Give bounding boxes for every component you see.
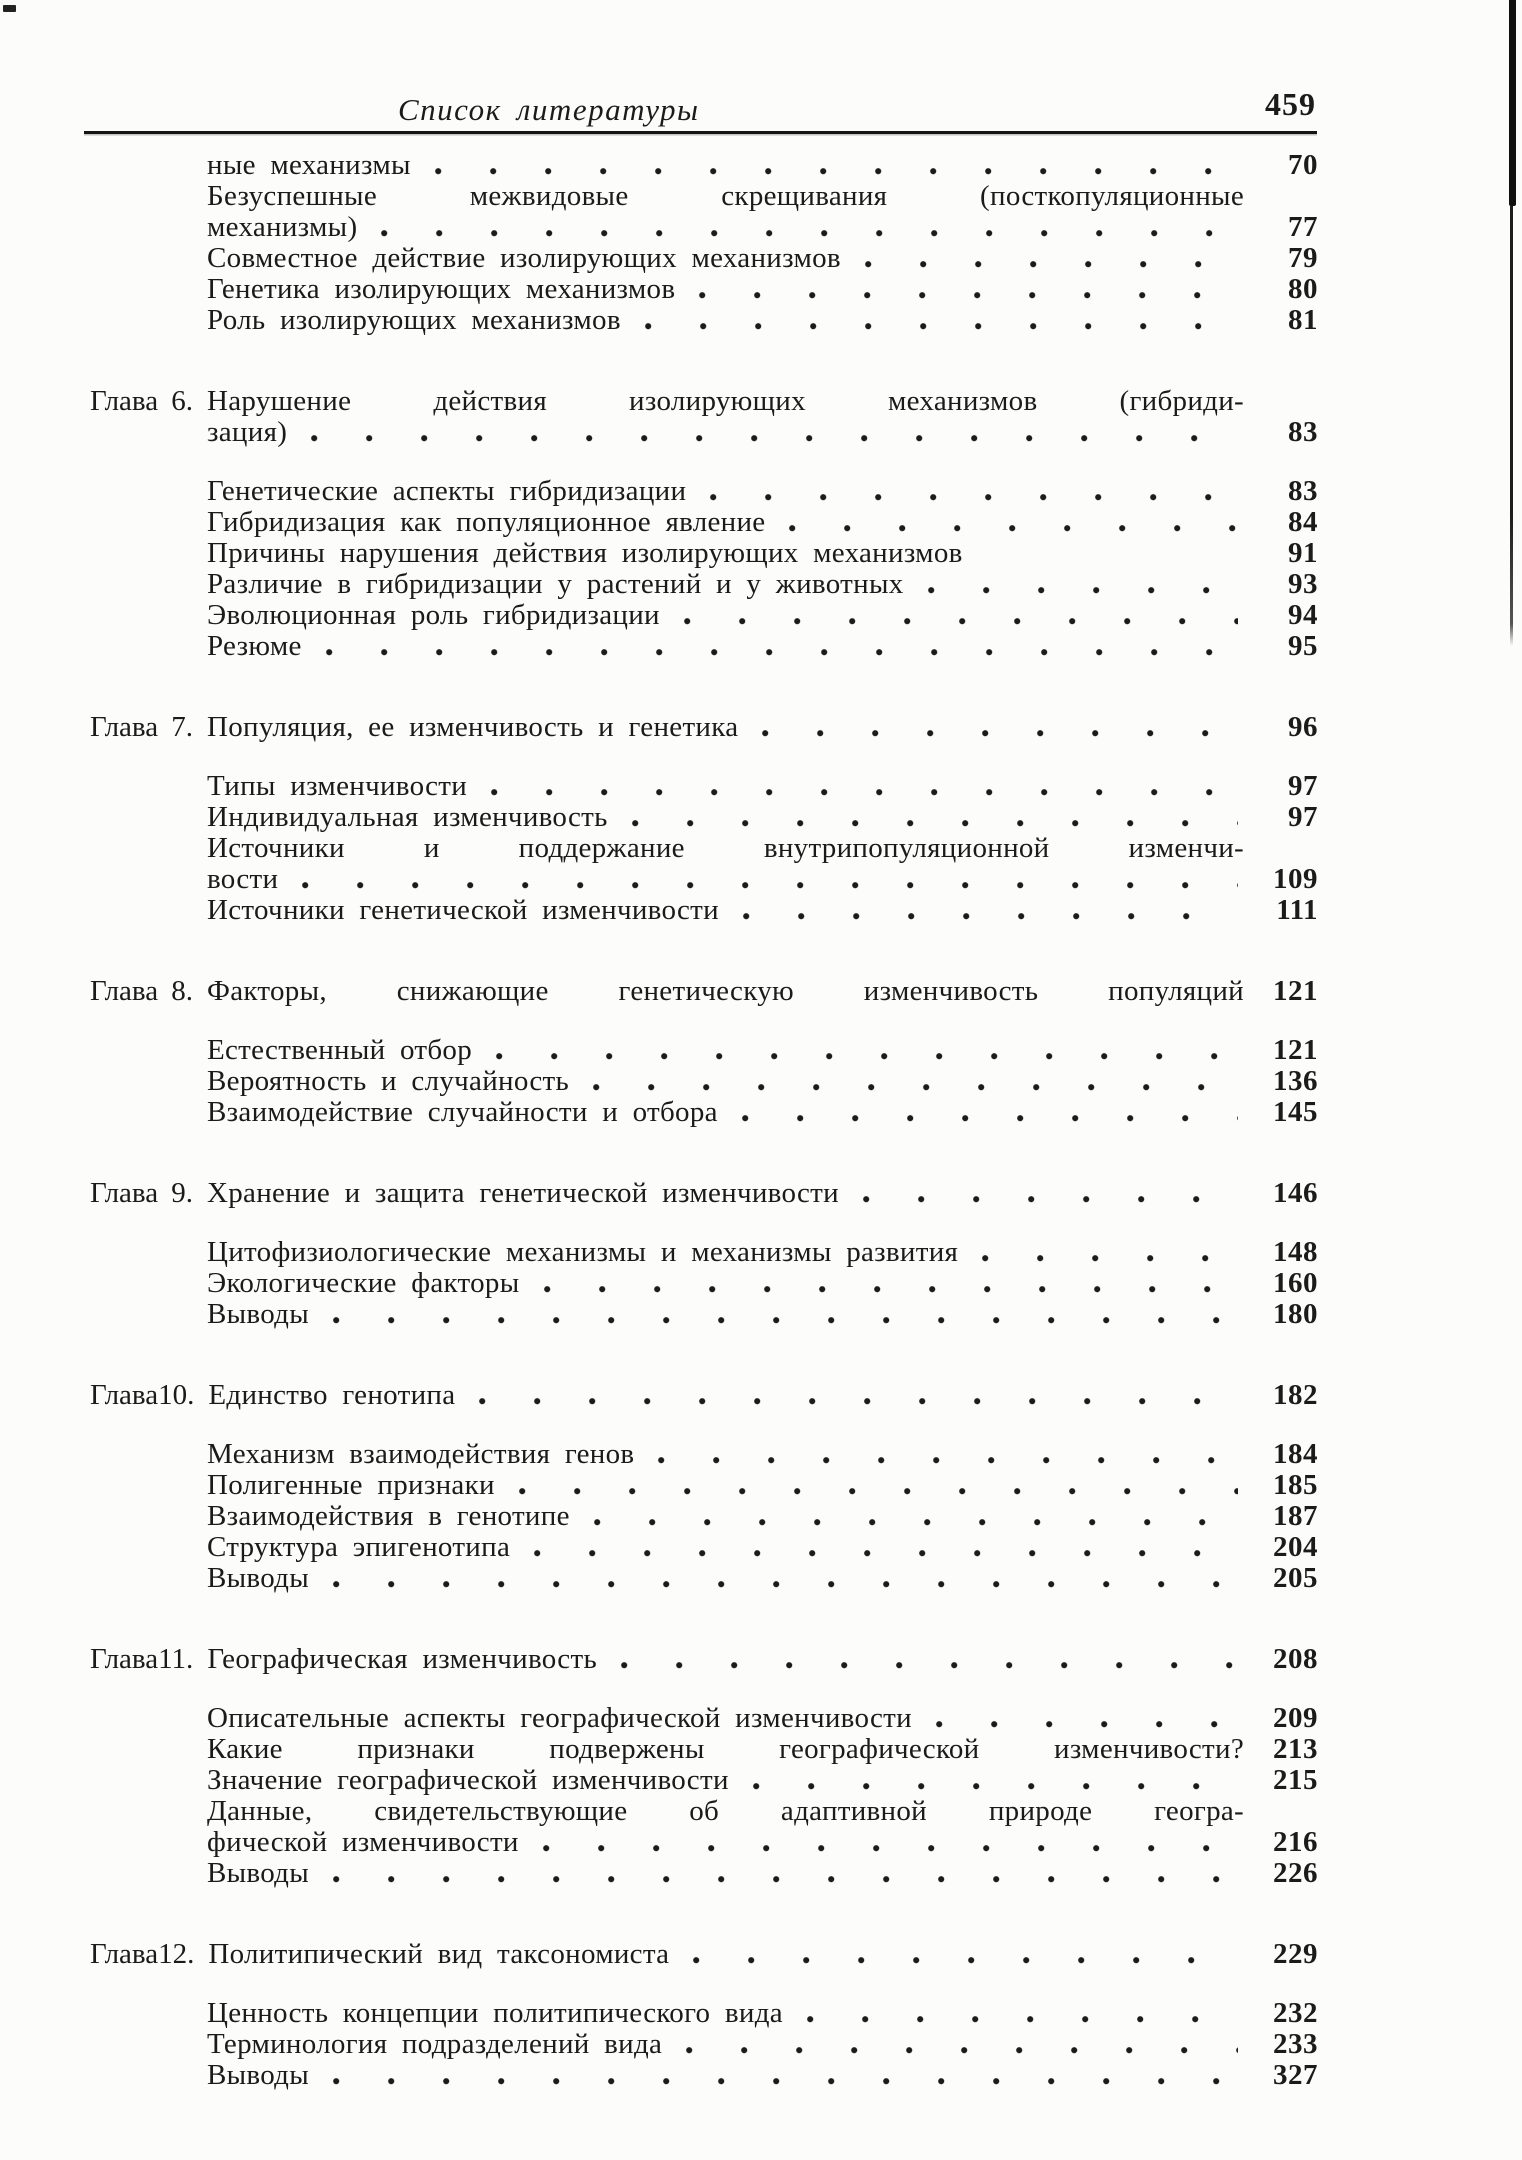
dot-leader	[622, 820, 1238, 827]
toc-row	[90, 833, 1318, 864]
dot-leader	[733, 913, 1238, 920]
toc-row	[90, 386, 1318, 417]
entry-page-number: 95	[1288, 630, 1318, 662]
entry-page-number	[1244, 833, 1318, 864]
toc-row	[90, 1439, 1318, 1470]
toc-row	[90, 1299, 1318, 1330]
entry-title: Типы изменчивости	[207, 770, 468, 802]
chapter-label	[90, 1035, 207, 1066]
entry-title: механизмы)	[207, 211, 358, 243]
entry-page-number: 136	[1273, 1065, 1318, 1097]
dot-leader	[732, 1115, 1238, 1122]
toc-row	[90, 1380, 1318, 1411]
entry-title: Взаимодействие случайности и отбора	[207, 1096, 718, 1128]
chapter-label	[90, 386, 207, 417]
toc-row	[90, 802, 1318, 833]
dot-leader	[323, 1317, 1238, 1324]
dot-leader	[648, 1457, 1238, 1464]
chapter-word: Глава	[90, 1643, 159, 1675]
entry-title: Эволюционная роль гибридизации	[207, 599, 660, 631]
toc-row	[90, 476, 1318, 507]
scan-edge-line	[1509, 0, 1516, 206]
chapter-label	[90, 1178, 207, 1209]
entry-title: Структура эпигенотипа	[207, 1531, 511, 1563]
toc-row	[90, 274, 1318, 305]
toc-row	[90, 600, 1318, 631]
entry-page-number	[1244, 386, 1318, 417]
dot-leader	[425, 168, 1238, 175]
chapter-label	[90, 1439, 207, 1470]
dot-leader	[918, 587, 1238, 594]
dot-leader	[635, 323, 1238, 330]
chapter-label	[90, 1734, 207, 1765]
entry-title: Безуспешные межвидовые скрещивания (посткопуляционные	[207, 180, 1244, 212]
toc-row	[90, 1998, 1318, 2029]
entry-title: Совместное действие изолирующих механизмов	[207, 242, 841, 274]
chapter-label	[90, 569, 207, 600]
toc-row	[90, 771, 1318, 802]
chapter-label	[90, 802, 207, 833]
entry-page-number: 180	[1273, 1298, 1318, 1330]
entry-title: Факторы, снижающие генетическую изменчивость популяций	[207, 975, 1244, 1007]
chapter-label	[90, 864, 207, 895]
entry-page-number: 146	[1273, 1177, 1318, 1209]
entry-title: Какие признаки подвержены географической изменчивости?	[207, 1733, 1244, 1765]
entry-page-number: 233	[1273, 2028, 1318, 2060]
chapter-word: Глава	[90, 385, 159, 417]
dot-leader	[292, 882, 1238, 889]
entry-page-number: 145	[1273, 1096, 1318, 1128]
dot-leader	[926, 1721, 1238, 1728]
toc-row	[90, 243, 1318, 274]
dot-leader	[853, 1196, 1238, 1203]
toc-row	[90, 1703, 1318, 1734]
entry-page-number: 205	[1273, 1562, 1318, 1594]
toc-row	[90, 569, 1318, 600]
chapter-label	[90, 417, 207, 448]
chapter-label	[90, 507, 207, 538]
entry-title: Различие в гибридизации у растений и у животных	[207, 568, 904, 600]
dot-leader	[977, 556, 1238, 563]
chapter-label	[90, 1066, 207, 1097]
chapter-word: Глава	[90, 975, 159, 1007]
dot-leader	[611, 1662, 1238, 1669]
toc-row	[90, 1796, 1318, 1827]
entry-page-number: 209	[1273, 1702, 1318, 1734]
entry-title: Хранение и защита генетической изменчивости	[207, 1177, 839, 1209]
entry-title: Ценность концепции политипического вида	[207, 1997, 783, 2029]
toc-row	[90, 1470, 1318, 1501]
entry-page-number: 204	[1273, 1531, 1318, 1563]
chapter-label	[90, 243, 207, 274]
toc-row	[90, 1532, 1318, 1563]
dot-leader	[371, 230, 1238, 237]
dot-leader	[689, 292, 1238, 299]
chapter-number: 9.	[171, 1177, 193, 1209]
chapter-label	[90, 771, 207, 802]
entry-page-number: 91	[1288, 537, 1318, 569]
dot-leader	[700, 494, 1238, 501]
entry-page-number: 182	[1273, 1379, 1318, 1411]
chapter-word: Глава	[90, 1379, 159, 1411]
toc-row	[90, 1268, 1318, 1299]
entry-title: Резюме	[207, 630, 302, 662]
chapter-number: 10.	[158, 1379, 195, 1411]
chapter-label	[90, 1703, 207, 1734]
dot-leader	[316, 649, 1238, 656]
dot-leader	[743, 1783, 1238, 1790]
entry-page-number: 77	[1288, 211, 1318, 243]
chapter-label	[90, 1644, 207, 1675]
toc-row	[90, 181, 1318, 212]
entry-page-number: 96	[1288, 711, 1318, 743]
toc-row	[90, 2060, 1318, 2091]
toc-row	[90, 538, 1318, 569]
entry-title: Нарушение действия изолирующих механизмов (гибриди-	[207, 385, 1244, 417]
toc-row	[90, 1765, 1318, 1796]
dot-leader	[534, 1286, 1239, 1293]
entry-page-number: 184	[1273, 1438, 1318, 1470]
chapter-label	[90, 712, 207, 743]
entry-page-number: 93	[1288, 568, 1318, 600]
chapter-label	[90, 600, 207, 631]
dot-leader	[524, 1550, 1238, 1557]
toc-row	[90, 712, 1318, 743]
dot-leader	[323, 1876, 1238, 1883]
entry-title: Политипический вид таксономиста	[208, 1938, 670, 1970]
toc-row	[90, 976, 1318, 1007]
dot-leader	[486, 1053, 1238, 1060]
chapter-label	[90, 1532, 207, 1563]
entry-title: Экологические факторы	[207, 1267, 520, 1299]
chapter-label	[90, 895, 207, 926]
dot-leader	[323, 1581, 1238, 1588]
chapter-number: 12.	[158, 1938, 195, 1970]
toc-row	[90, 2029, 1318, 2060]
entry-page-number: 215	[1273, 1764, 1318, 1796]
chapter-label	[90, 833, 207, 864]
chapter-label	[90, 1268, 207, 1299]
entry-title: вости	[207, 863, 279, 895]
entry-title: Описательные аспекты географической изменчивости	[207, 1702, 912, 1734]
chapter-label	[90, 1939, 208, 1970]
entry-page-number: 111	[1276, 894, 1318, 926]
entry-page-number: 83	[1288, 475, 1318, 507]
entry-page-number: 109	[1273, 863, 1318, 895]
dot-leader	[583, 1084, 1238, 1091]
toc-row	[90, 864, 1318, 895]
chapter-label	[90, 1097, 207, 1128]
entry-title: Единство генотипа	[208, 1379, 456, 1411]
entry-page-number: 216	[1273, 1826, 1318, 1858]
chapter-label	[90, 1796, 207, 1827]
toc-row	[90, 1939, 1318, 1970]
dot-leader	[676, 2047, 1238, 2054]
entry-title: Вероятность и случайность	[207, 1065, 570, 1097]
chapter-label	[90, 274, 207, 305]
entry-title: Значение географической изменчивости	[207, 1764, 729, 1796]
entry-title: Полигенные признаки	[207, 1469, 495, 1501]
running-header-title: Список литературы	[398, 92, 700, 127]
chapter-label	[90, 2029, 207, 2060]
chapter-label	[90, 976, 207, 1007]
entry-title: Выводы	[207, 1857, 310, 1889]
entry-page-number: 70	[1288, 149, 1318, 181]
entry-title: Географическая изменчивость	[207, 1643, 597, 1675]
toc-row	[90, 150, 1318, 181]
chapter-label	[90, 212, 207, 243]
entry-page-number: 187	[1273, 1500, 1318, 1532]
chapter-label	[90, 538, 207, 569]
dot-leader	[509, 1488, 1238, 1495]
chapter-label	[90, 1470, 207, 1501]
chapter-label	[90, 1998, 207, 2029]
entry-title: Выводы	[207, 2059, 310, 2091]
entry-page-number: 97	[1288, 801, 1318, 833]
toc-row	[90, 1858, 1318, 1889]
entry-page-number: 160	[1273, 1267, 1318, 1299]
entry-title: Гибридизация как популяционное явление	[207, 506, 766, 538]
entry-page-number: 121	[1273, 975, 1318, 1007]
chapter-number: 11.	[158, 1643, 194, 1675]
entry-title: Цитофизиологические механизмы и механизмы развития	[207, 1236, 959, 1268]
chapter-label	[90, 1380, 208, 1411]
entry-title: ные механизмы	[207, 149, 411, 181]
chapter-label	[90, 181, 207, 212]
entry-title: Причины нарушения действия изолирующих механизмов	[207, 537, 963, 569]
chapter-label	[90, 150, 207, 181]
toc-row	[90, 1035, 1318, 1066]
entry-page-number: 208	[1273, 1643, 1318, 1675]
chapter-label	[90, 305, 207, 336]
dot-leader	[481, 789, 1238, 796]
chapter-label	[90, 1299, 207, 1330]
toc-row	[90, 212, 1318, 243]
entry-page-number: 213	[1273, 1733, 1318, 1765]
toc-row	[90, 631, 1318, 662]
entry-page-number: 229	[1273, 1938, 1318, 1970]
toc-row	[90, 1734, 1318, 1765]
toc-row	[90, 895, 1318, 926]
toc-row	[90, 417, 1318, 448]
entry-page-number: 121	[1273, 1034, 1318, 1066]
entry-title: Генетика изолирующих механизмов	[207, 273, 676, 305]
entry-page-number: 97	[1288, 770, 1318, 802]
dot-leader	[779, 525, 1238, 532]
entry-title: Индивидуальная изменчивость	[207, 801, 608, 833]
entry-page-number: 81	[1288, 304, 1318, 336]
entry-page-number: 226	[1273, 1857, 1318, 1889]
dot-leader	[674, 618, 1238, 625]
header-rule	[84, 131, 1317, 134]
entry-title: Естественный отбор	[207, 1034, 473, 1066]
chapter-word: Глава	[90, 1177, 159, 1209]
entry-page-number: 84	[1288, 506, 1318, 538]
dot-leader	[797, 2016, 1238, 2023]
dot-leader	[972, 1255, 1238, 1262]
entry-title: Генетические аспекты гибридизации	[207, 475, 687, 507]
page-number: 459	[1265, 86, 1316, 122]
entry-title: Источники и поддержание внутрипопуляционной изменчи-	[207, 832, 1244, 864]
entry-page-number: 148	[1273, 1236, 1318, 1268]
entry-page-number: 185	[1273, 1469, 1318, 1501]
toc-row	[90, 507, 1318, 538]
toc	[90, 150, 1318, 2091]
scan-edge-line	[1510, 206, 1513, 646]
toc-row	[90, 1237, 1318, 1268]
chapter-number: 6.	[171, 385, 193, 417]
chapter-label	[90, 1858, 207, 1889]
entry-title: зация)	[207, 416, 288, 448]
chapter-label	[90, 1765, 207, 1796]
dot-leader	[469, 1398, 1238, 1405]
chapter-label	[90, 2060, 207, 2091]
entry-page-number: 327	[1273, 2059, 1318, 2091]
dot-leader	[855, 261, 1238, 268]
dot-leader	[533, 1845, 1238, 1852]
dot-leader	[584, 1519, 1238, 1526]
chapter-word: Глава	[90, 711, 159, 743]
chapter-number: 7.	[171, 711, 193, 743]
chapter-number: 8.	[171, 975, 193, 1007]
entry-page-number: 80	[1288, 273, 1318, 305]
chapter-label	[90, 1827, 207, 1858]
toc-row	[90, 1501, 1318, 1532]
dot-leader	[752, 730, 1238, 737]
scan-speck	[3, 5, 16, 12]
entry-title: Данные, свидетельствующие об адаптивной природе геогра-	[207, 1795, 1244, 1827]
entry-page-number	[1244, 1796, 1318, 1827]
dot-leader	[323, 2078, 1238, 2085]
chapter-label	[90, 476, 207, 507]
toc-row	[90, 1066, 1318, 1097]
toc-row	[90, 1178, 1318, 1209]
chapter-label	[90, 631, 207, 662]
entry-title: Источники генетической изменчивости	[207, 894, 719, 926]
entry-page-number: 232	[1273, 1997, 1318, 2029]
toc-row	[90, 1827, 1318, 1858]
toc-row	[90, 1097, 1318, 1128]
chapter-label	[90, 1237, 207, 1268]
chapter-label	[90, 1501, 207, 1532]
entry-page-number	[1244, 181, 1318, 212]
toc-row	[90, 1563, 1318, 1594]
entry-title: Роль изолирующих механизмов	[207, 304, 621, 336]
entry-title: Механизм взаимодействия генов	[207, 1438, 635, 1470]
chapter-label	[90, 1563, 207, 1594]
toc-row	[90, 1644, 1318, 1675]
entry-title: фической изменчивости	[207, 1826, 519, 1858]
toc-row	[90, 305, 1318, 336]
chapter-word: Глава	[90, 1938, 159, 1970]
entry-page-number: 79	[1288, 242, 1318, 274]
entry-page-number: 83	[1288, 416, 1318, 448]
entry-page-number: 94	[1288, 599, 1318, 631]
dot-leader	[683, 1957, 1238, 1964]
dot-leader	[301, 435, 1238, 442]
entry-title: Популяция, ее изменчивость и генетика	[207, 711, 739, 743]
entry-title: Терминология подразделений вида	[207, 2028, 663, 2060]
entry-title: Выводы	[207, 1298, 310, 1330]
entry-title: Выводы	[207, 1562, 310, 1594]
entry-title: Взаимодействия в генотипе	[207, 1500, 570, 1532]
